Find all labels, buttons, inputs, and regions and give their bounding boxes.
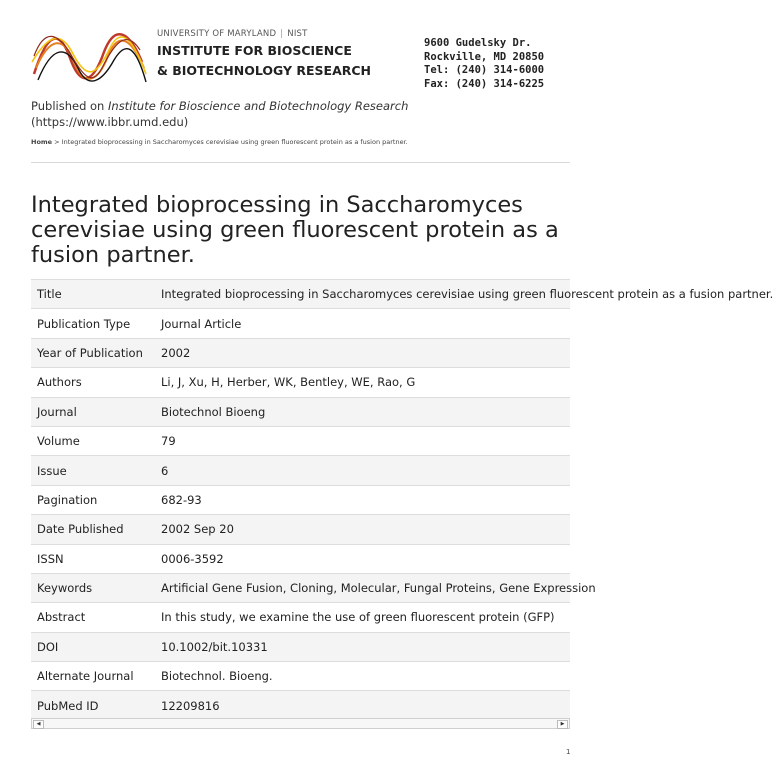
table-row <box>31 603 570 632</box>
row-label: Issue <box>31 456 155 485</box>
scroll-right-icon[interactable]: ▶ <box>557 720 568 729</box>
row-label: Alternate Journal <box>31 662 155 691</box>
fax: Fax: (240) 314-6225 <box>424 77 545 90</box>
row-value[interactable]: Artificial Gene Fusion, Cloning, Molecular, Fungal Proteins, Gene Expression <box>155 573 570 602</box>
table-row <box>31 544 570 573</box>
published-site[interactable]: Institute for Bioscience and Biotechnology Research <box>108 99 409 113</box>
table-row <box>31 338 570 367</box>
divider <box>31 162 570 163</box>
row-value: 2002 Sep 20 <box>155 515 570 544</box>
row-value[interactable]: Li, J, Xu, H, Herber, WK, Bentley, WE, Rao, G <box>155 368 570 397</box>
breadcrumb-home[interactable]: Home <box>31 138 53 146</box>
table-row <box>31 632 570 661</box>
row-label: PubMed ID <box>31 691 155 720</box>
row-value: 6 <box>155 456 570 485</box>
table-row <box>31 573 570 602</box>
contact-info <box>424 37 544 91</box>
row-label: Authors <box>31 368 155 397</box>
row-value: 79 <box>155 426 570 455</box>
horizontal-scrollbar[interactable] <box>31 718 570 729</box>
row-value[interactable]: 12209816 <box>155 691 570 720</box>
published-url[interactable]: (https://www.ibbr.umd.edu) <box>31 115 189 129</box>
address-line-2: Rockville, MD 20850 <box>424 50 545 63</box>
row-label: Pagination <box>31 485 155 514</box>
row-value: Biotechnol. Bioeng. <box>155 662 570 691</box>
published-on <box>31 98 408 130</box>
table-row <box>31 456 570 485</box>
row-label: Date Published <box>31 515 155 544</box>
phone: Tel: (240) 314-6000 <box>424 64 545 76</box>
org-name: UNIVERSITY OF MARYLAND | NIST INSTITUTE FOR BIOSCIENCE & BIOTECHNOLOGY RESEARCH <box>157 29 372 78</box>
row-value: 0006-3592 <box>155 544 570 573</box>
breadcrumb-current: Integrated bioprocessing in Saccharomyces cerevisiae using green fluorescent protein as a fusion partner. <box>61 138 408 146</box>
row-value: In this study, we examine the use of green fluorescent protein (GFP) <box>155 603 570 632</box>
page-title: Integrated bioprocessing in Saccharomyces cerevisiae using green fluorescent protein as a fusion partner. <box>31 192 559 268</box>
table-row <box>31 368 570 397</box>
row-label: Year of Publication <box>31 338 155 367</box>
row-label: Volume <box>31 426 155 455</box>
row-value: 2002 <box>155 338 570 367</box>
biblio-table <box>31 279 773 721</box>
row-label: Abstract <box>31 603 155 632</box>
org-line-2: & BIOTECHNOLOGY RESEARCH <box>157 63 372 78</box>
org-partner: NIST <box>287 29 308 39</box>
table-row <box>31 662 570 691</box>
table-row <box>31 691 570 720</box>
org-line-1: INSTITUTE FOR BIOSCIENCE <box>157 43 352 58</box>
page-number: 1 <box>566 748 571 756</box>
row-label: Keywords <box>31 573 155 602</box>
breadcrumb <box>31 138 408 146</box>
table-row <box>31 280 570 309</box>
table-row <box>31 426 570 455</box>
address-line-1: 9600 Gudelsky Dr. <box>424 37 532 49</box>
row-label: ISSN <box>31 544 155 573</box>
row-value[interactable]: 10.1002/bit.10331 <box>155 632 570 661</box>
table-row <box>31 515 570 544</box>
row-label: DOI <box>31 632 155 661</box>
row-value: 682-93 <box>155 485 570 514</box>
ibbr-logo <box>30 22 148 94</box>
row-value: Journal Article <box>155 309 570 338</box>
breadcrumb-separator: > <box>52 138 62 146</box>
row-label: Publication Type <box>31 309 155 338</box>
row-value: Integrated bioprocessing in Saccharomyces cerevisiae using green fluorescent protein as a fusion partner. <box>155 280 570 309</box>
published-prefix: Published on <box>31 99 109 113</box>
biblio-table-container[interactable] <box>31 279 773 717</box>
row-label: Journal <box>31 397 155 426</box>
scroll-left-icon[interactable]: ◀ <box>33 720 44 729</box>
table-row <box>31 309 570 338</box>
row-value: Biotechnol Bioeng <box>155 397 570 426</box>
table-row <box>31 397 570 426</box>
table-row <box>31 485 570 514</box>
org-university: UNIVERSITY OF MARYLAND <box>157 29 277 39</box>
row-label: Title <box>31 280 155 309</box>
